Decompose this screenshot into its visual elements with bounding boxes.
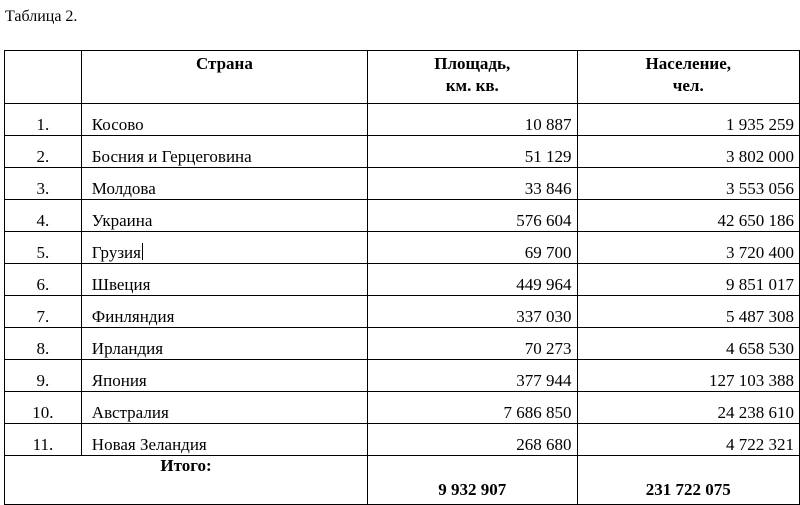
row-population <box>577 200 800 232</box>
row-country-text: Украина <box>91 211 153 230</box>
header-pop-line1: Население, <box>645 54 731 73</box>
header-country: Страна <box>81 51 367 104</box>
table-row <box>5 232 800 264</box>
countries-table <box>4 50 800 505</box>
row-area-text: 449 964 <box>516 275 572 294</box>
row-country-text: Косово <box>91 115 144 134</box>
row-country-text: Босния и Герцеговина <box>91 147 252 166</box>
row-area-text: 7 686 850 <box>503 403 572 422</box>
row-area-text: 51 129 <box>524 147 572 166</box>
row-number <box>5 328 82 360</box>
row-number-text: 8. <box>36 339 50 358</box>
text-cursor <box>142 243 143 260</box>
row-area-text: 576 604 <box>516 211 572 230</box>
total-row <box>5 456 800 505</box>
table-row <box>5 200 800 232</box>
row-country <box>81 424 367 456</box>
row-number-text: 10. <box>32 403 54 422</box>
row-country-text: Финляндия <box>91 307 175 326</box>
row-population-text: 3 802 000 <box>726 147 794 166</box>
table-row <box>5 328 800 360</box>
header-area-line1: Площадь, <box>434 54 511 73</box>
row-number <box>5 264 82 296</box>
row-area-text: 337 030 <box>516 307 572 326</box>
table-row <box>5 104 800 136</box>
header-area-line2: км. кв. <box>445 76 499 95</box>
table-row <box>5 392 800 424</box>
row-population-text: 4 722 321 <box>726 435 794 454</box>
table-row <box>5 296 800 328</box>
row-country-text: Новая Зеландия <box>91 435 207 454</box>
row-population <box>577 392 800 424</box>
row-population <box>577 168 800 200</box>
row-area <box>368 168 577 200</box>
row-population-text: 1 935 259 <box>726 115 794 134</box>
row-number <box>5 296 82 328</box>
row-country <box>81 232 367 264</box>
row-country <box>81 360 367 392</box>
total-label: Итого: <box>5 456 368 505</box>
row-number <box>5 168 82 200</box>
row-country-text: Ирландия <box>91 339 164 358</box>
row-area <box>368 264 577 296</box>
row-country <box>81 392 367 424</box>
table-caption: Таблица 2. <box>5 8 78 25</box>
row-number <box>5 136 82 168</box>
row-area <box>368 360 577 392</box>
row-population <box>577 360 800 392</box>
row-country <box>81 168 367 200</box>
row-number <box>5 424 82 456</box>
row-population <box>577 296 800 328</box>
row-country-text: Австралия <box>91 403 169 422</box>
row-number-text: 2. <box>36 147 50 166</box>
row-area <box>368 296 577 328</box>
header-pop-line2: чел. <box>672 76 704 95</box>
row-country <box>81 264 367 296</box>
row-area <box>368 232 577 264</box>
row-population-text: 5 487 308 <box>726 307 794 326</box>
row-population-text: 3 720 400 <box>726 243 794 262</box>
row-area-text: 10 887 <box>524 115 572 134</box>
row-country <box>81 104 367 136</box>
row-area <box>368 104 577 136</box>
row-country-text: Грузия <box>91 243 141 262</box>
table-row <box>5 360 800 392</box>
row-area <box>368 328 577 360</box>
row-area-text: 268 680 <box>516 435 572 454</box>
row-area-text: 33 846 <box>524 179 572 198</box>
total-population: 231 722 075 <box>577 456 800 505</box>
row-area-text: 70 273 <box>524 339 572 358</box>
row-number <box>5 200 82 232</box>
row-population-text: 4 658 530 <box>726 339 794 358</box>
row-number-text: 7. <box>36 307 50 326</box>
row-number <box>5 392 82 424</box>
row-number <box>5 232 82 264</box>
row-population <box>577 328 800 360</box>
row-area <box>368 200 577 232</box>
row-number-text: 4. <box>36 211 50 230</box>
row-country <box>81 328 367 360</box>
row-population <box>577 104 800 136</box>
row-area-text: 69 700 <box>524 243 572 262</box>
row-population <box>577 424 800 456</box>
row-number <box>5 360 82 392</box>
row-area-text: 377 944 <box>516 371 572 390</box>
total-area: 9 932 907 <box>368 456 577 505</box>
row-population-text: 9 851 017 <box>726 275 794 294</box>
row-population-text: 127 103 388 <box>709 371 794 390</box>
row-population-text: 42 650 186 <box>717 211 794 230</box>
header-population <box>577 51 800 104</box>
row-population <box>577 232 800 264</box>
table-row <box>5 168 800 200</box>
row-country-text: Япония <box>91 371 147 390</box>
row-number-text: 5. <box>36 243 50 262</box>
row-country <box>81 296 367 328</box>
row-area <box>368 392 577 424</box>
row-country-text: Швеция <box>91 275 151 294</box>
row-number-text: 11. <box>32 435 54 454</box>
table-row <box>5 264 800 296</box>
row-number <box>5 104 82 136</box>
table-row <box>5 424 800 456</box>
table-row <box>5 136 800 168</box>
row-country <box>81 200 367 232</box>
header-area <box>368 51 577 104</box>
row-number-text: 9. <box>36 371 50 390</box>
row-population-text: 24 238 610 <box>717 403 794 422</box>
row-number-text: 1. <box>36 115 50 134</box>
row-population-text: 3 553 056 <box>726 179 794 198</box>
row-area <box>368 424 577 456</box>
row-number-text: 3. <box>36 179 50 198</box>
row-country-text: Молдова <box>91 179 156 198</box>
row-population <box>577 264 800 296</box>
row-number-text: 6. <box>36 275 50 294</box>
row-area <box>368 136 577 168</box>
table-header-row <box>5 51 800 104</box>
row-country <box>81 136 367 168</box>
row-population <box>577 136 800 168</box>
header-num <box>5 51 82 104</box>
